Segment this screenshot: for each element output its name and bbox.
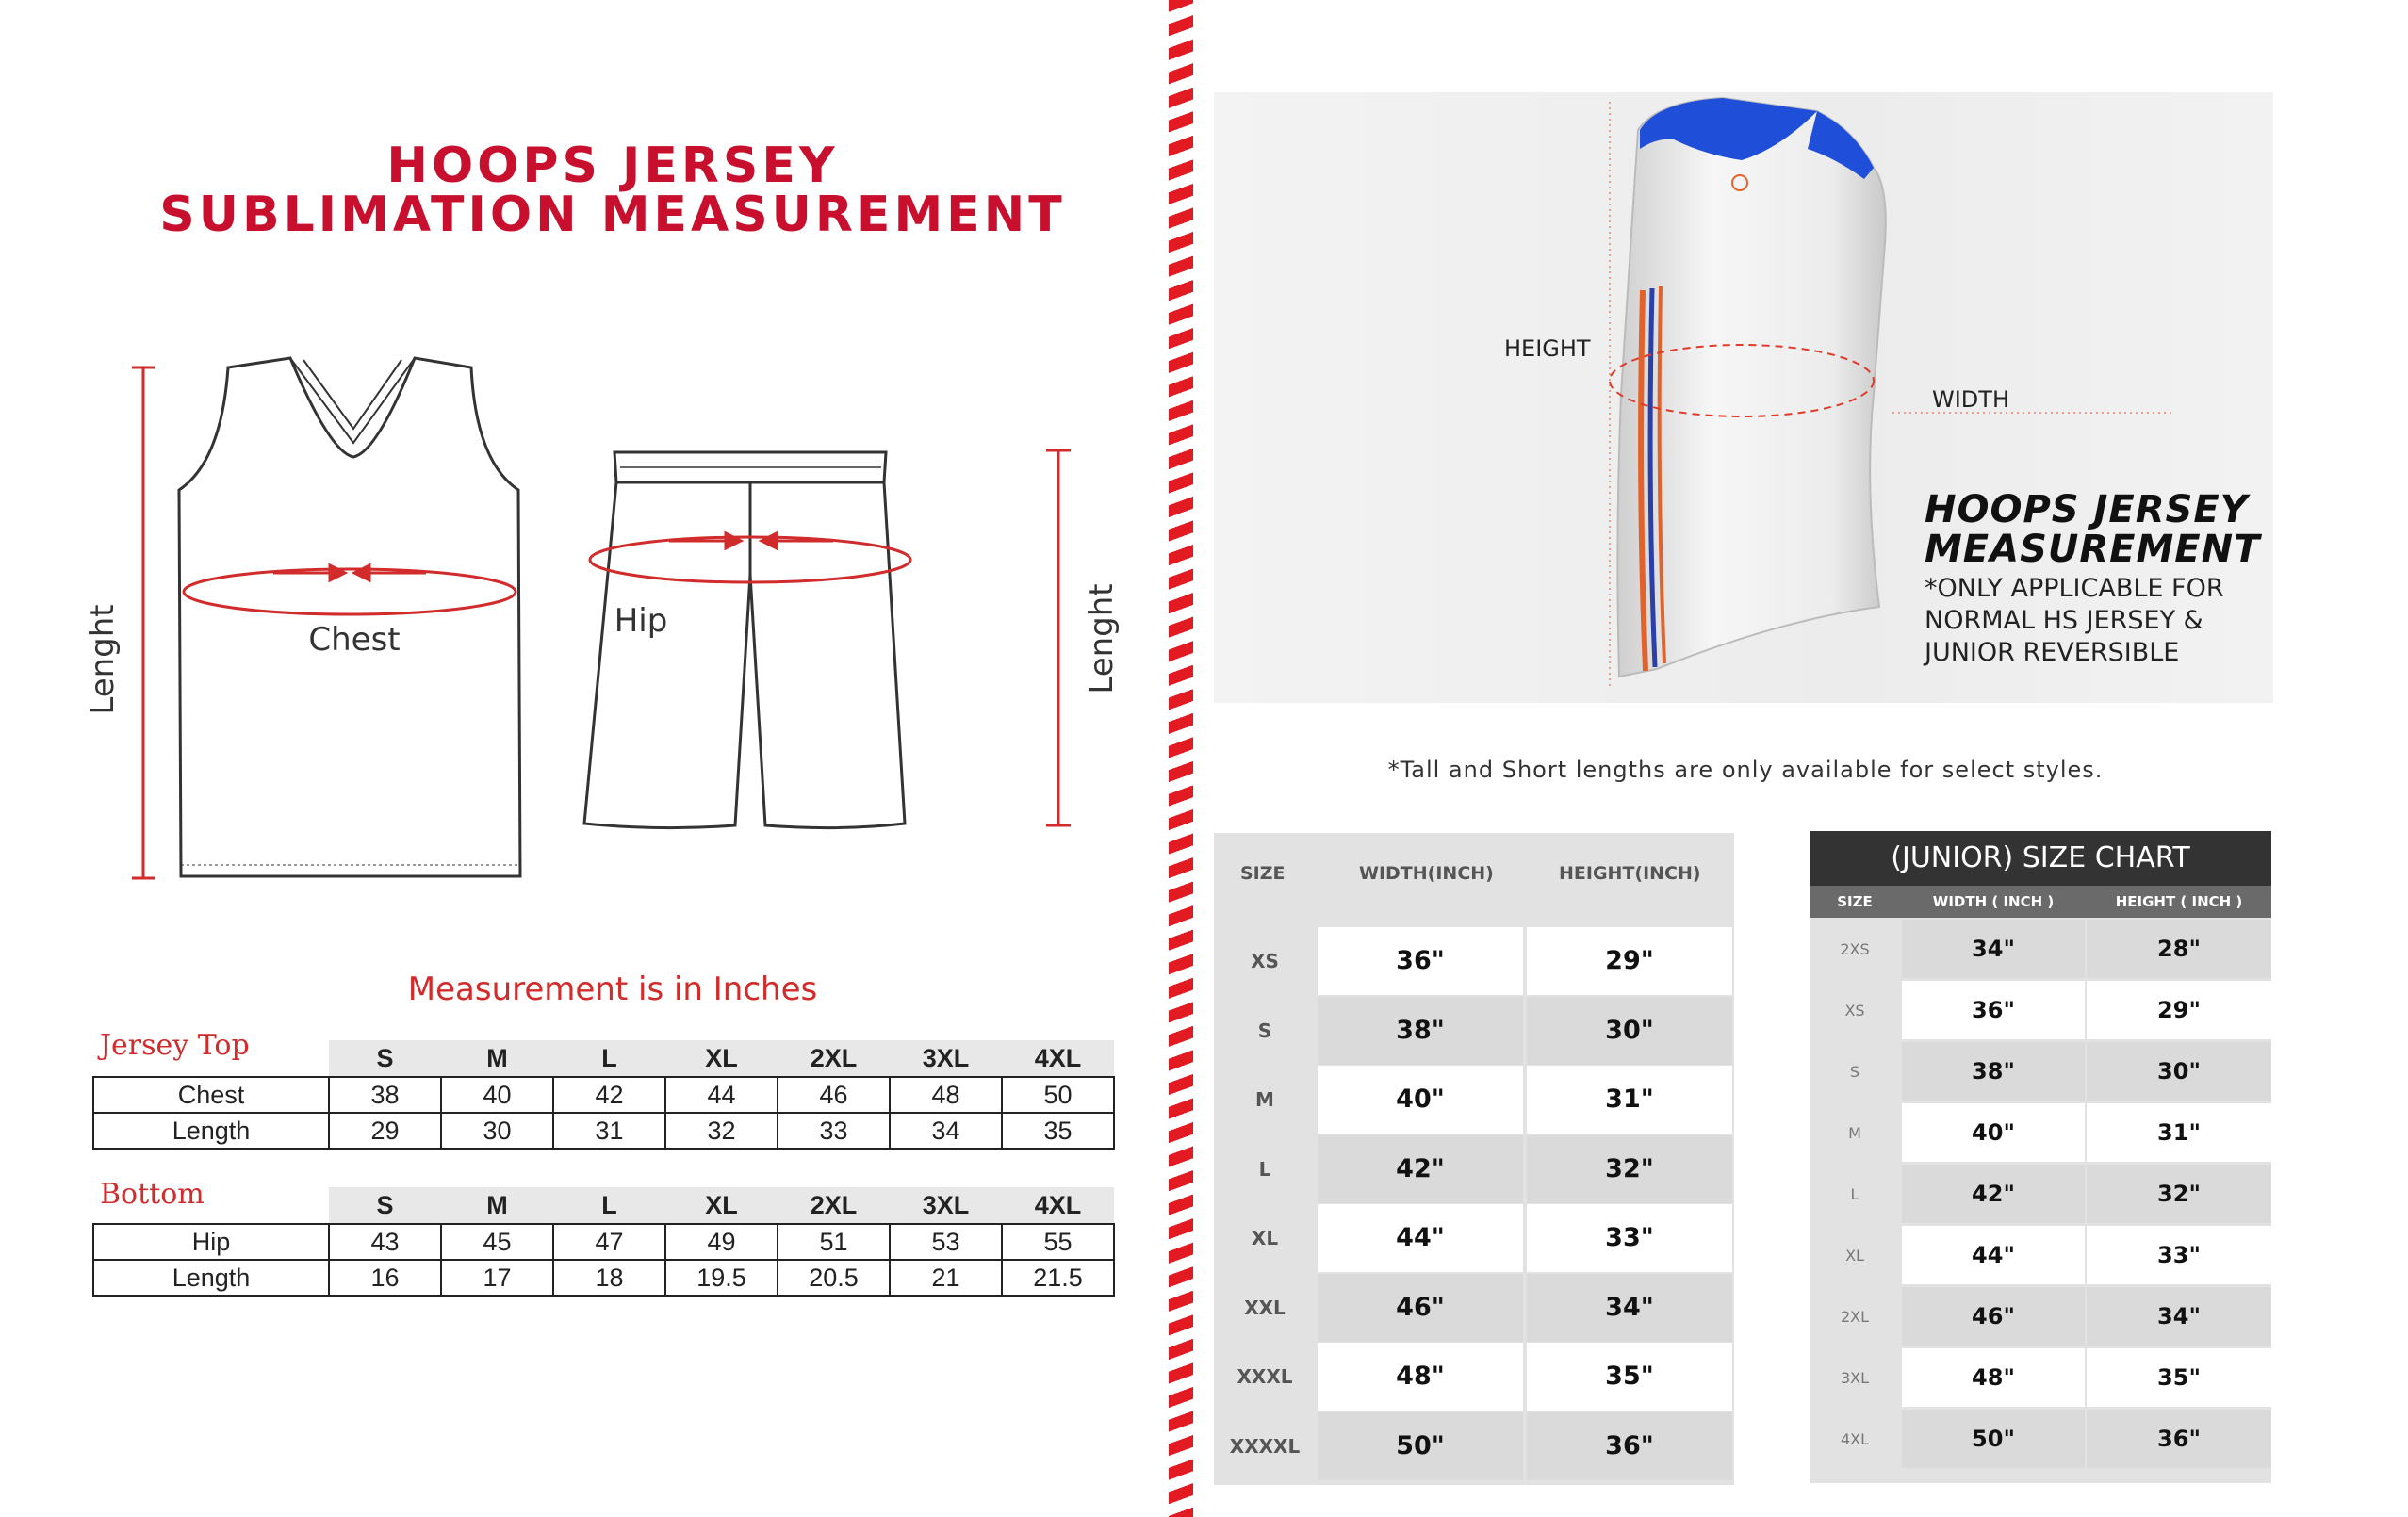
table-row — [1214, 1135, 1734, 1203]
table-cell: 16 — [329, 1260, 441, 1296]
width-label: WIDTH — [1932, 386, 2009, 413]
height-cell: 33" — [1527, 1204, 1732, 1272]
table-cell: 18 — [553, 1260, 665, 1296]
width-cell: 44" — [1902, 1226, 2085, 1284]
size-header: XL — [665, 1187, 778, 1224]
table-header-row — [93, 1187, 1114, 1224]
tall-short-note: *Tall and Short lengths are only available for select styles. — [1387, 757, 2104, 783]
jersey-top-label: Jersey Top — [100, 1029, 250, 1062]
shorts-length-label: Lenght — [1083, 583, 1121, 694]
height-cell: 29" — [2087, 981, 2271, 1039]
table-cell: 30 — [441, 1113, 553, 1149]
size-header: L — [553, 1040, 665, 1077]
width-cell: 38" — [1902, 1042, 2085, 1101]
height-cell: 31" — [2087, 1103, 2271, 1162]
table-cell: 40 — [441, 1077, 553, 1113]
table-row — [1810, 1226, 2271, 1286]
measurement-diagram — [75, 339, 1150, 905]
height-cell: 35" — [2087, 1348, 2271, 1407]
height-cell: 31" — [1527, 1066, 1732, 1134]
table-cell: 20.5 — [778, 1260, 890, 1296]
size-cell: S — [1257, 1019, 1272, 1042]
width-column-header: WIDTH ( INCH ) — [1932, 893, 2055, 910]
table-header-row — [93, 1040, 1114, 1077]
width-cell: 40" — [1902, 1103, 2085, 1162]
striped-divider — [1169, 0, 1193, 1517]
table-row — [93, 1260, 1114, 1296]
table-row — [1810, 1042, 2271, 1102]
size-cell: XL — [1845, 1247, 1864, 1264]
table-cell: 42 — [553, 1077, 665, 1113]
table-row — [1810, 920, 2271, 980]
width-cell: 46" — [1902, 1287, 2085, 1346]
table-cell: 38 — [329, 1077, 441, 1113]
hoops-title-line2: MEASUREMENT — [1925, 528, 2261, 571]
size-header: S — [329, 1187, 441, 1224]
size-cell: XXXL — [1237, 1365, 1293, 1388]
table-cell: 21.5 — [1002, 1260, 1114, 1296]
size-cell: 2XL — [1840, 1308, 1870, 1326]
page-title-line2: SUBLIMATION MEASUREMENT — [159, 187, 1066, 243]
size-cell: L — [1258, 1157, 1271, 1181]
table-cell: 29 — [329, 1113, 441, 1149]
table-cell: 19.5 — [665, 1260, 778, 1296]
adult-size-chart — [1214, 833, 1734, 1485]
hoops-measurement-title — [1925, 490, 2260, 569]
size-header: 4XL — [1002, 1187, 1114, 1224]
width-cell: 48" — [1902, 1348, 2085, 1407]
chest-arrows — [273, 565, 426, 580]
width-cell: 50" — [1318, 1412, 1523, 1480]
size-cell: XL — [1251, 1227, 1279, 1249]
table-cell: 32 — [665, 1113, 778, 1149]
table-cell: 48 — [890, 1077, 1002, 1113]
width-cell: 46" — [1318, 1274, 1523, 1342]
height-column-header: HEIGHT(INCH) — [1559, 863, 1701, 884]
height-cell: 34" — [2087, 1287, 2271, 1346]
height-cell: 36" — [2087, 1410, 2271, 1468]
table-cell: 49 — [665, 1224, 778, 1260]
table-row — [1214, 1066, 1734, 1134]
size-header: 3XL — [890, 1040, 1002, 1077]
width-cell: 40" — [1318, 1066, 1523, 1134]
table-row — [1214, 1412, 1734, 1480]
shorts-length-line — [1046, 450, 1071, 825]
height-cell: 29" — [1527, 927, 1732, 995]
size-cell: L — [1850, 1185, 1859, 1203]
size-cell: M — [1848, 1124, 1861, 1142]
table-row — [1214, 997, 1734, 1065]
table-cell: 47 — [553, 1224, 665, 1260]
height-cell: 32" — [1527, 1135, 1732, 1203]
width-cell: 42" — [1902, 1165, 2085, 1223]
table-row — [1810, 981, 2271, 1041]
width-cell: 36" — [1318, 927, 1523, 995]
height-label: HEIGHT — [1504, 335, 1591, 362]
height-cell: 33" — [2087, 1226, 2271, 1284]
note-line1: *ONLY APPLICABLE FOR — [1925, 574, 2224, 603]
size-header: 2XL — [778, 1187, 890, 1224]
table-cell: 43 — [329, 1224, 441, 1260]
row-label: Hip — [93, 1224, 329, 1260]
table-row — [1810, 1287, 2271, 1347]
size-cell: XXXXL — [1229, 1434, 1301, 1458]
width-column-header: WIDTH(INCH) — [1359, 863, 1494, 884]
width-cell: 44" — [1318, 1204, 1523, 1272]
table-row — [1214, 1343, 1734, 1411]
bottom-label: Bottom — [100, 1178, 205, 1211]
width-cell: 50" — [1902, 1410, 2085, 1468]
table-cell: 53 — [890, 1224, 1002, 1260]
height-cell: 30" — [1527, 997, 1732, 1065]
table-row — [1810, 1103, 2271, 1164]
size-column-header: SIZE — [1240, 863, 1286, 884]
size-header: 2XL — [778, 1040, 890, 1077]
hip-label: Hip — [614, 602, 668, 640]
jersey-length-label: Lenght — [84, 604, 122, 715]
table-cell: 55 — [1002, 1224, 1114, 1260]
table-cell: 51 — [778, 1224, 890, 1260]
table-row — [1810, 1410, 2271, 1470]
size-header: M — [441, 1187, 553, 1224]
row-label: Length — [93, 1113, 329, 1149]
junior-size-chart — [1810, 831, 2271, 1483]
height-cell: 30" — [2087, 1042, 2271, 1101]
table-row — [93, 1224, 1114, 1260]
height-column-header: HEIGHT ( INCH ) — [2115, 893, 2243, 910]
table-cell: 35 — [1002, 1113, 1114, 1149]
bottom-table — [92, 1187, 1115, 1297]
size-header: S — [329, 1040, 441, 1077]
size-header: L — [553, 1187, 665, 1224]
table-row — [1810, 1348, 2271, 1409]
size-cell: M — [1255, 1088, 1274, 1111]
size-header: 3XL — [890, 1187, 1002, 1224]
height-cell: 36" — [1527, 1412, 1732, 1480]
size-cell: 3XL — [1840, 1369, 1870, 1387]
width-cell: 48" — [1318, 1343, 1523, 1411]
applicability-note — [1925, 573, 2224, 669]
table-row — [1214, 927, 1734, 995]
table-cell: 31 — [553, 1113, 665, 1149]
junior-chart-title: (JUNIOR) SIZE CHART — [1810, 831, 2271, 886]
measurement-unit-note: Measurement is in Inches — [407, 971, 818, 1008]
table-cell: 33 — [778, 1113, 890, 1149]
size-cell: 2XS — [1840, 940, 1870, 958]
size-cell: S — [1849, 1063, 1860, 1081]
note-line2: NORMAL HS JERSEY & — [1925, 606, 2203, 635]
size-cell: 4XL — [1840, 1430, 1870, 1448]
table-cell: 46 — [778, 1077, 890, 1113]
table-row — [1214, 1274, 1734, 1342]
note-line3: JUNIOR REVERSIBLE — [1925, 638, 2180, 667]
table-row — [1214, 1204, 1734, 1272]
table-cell: 17 — [441, 1260, 553, 1296]
table-cell: 44 — [665, 1077, 778, 1113]
jersey-photo — [1617, 98, 1885, 677]
junior-header-row — [1810, 886, 2271, 918]
width-cell: 34" — [1902, 920, 2085, 978]
size-header: 4XL — [1002, 1040, 1114, 1077]
size-header: XL — [665, 1040, 778, 1077]
height-cell: 34" — [1527, 1274, 1732, 1342]
hoops-title-line1: HOOPS JERSEY — [1925, 488, 2249, 531]
jersey-top-table — [92, 1040, 1115, 1150]
table-cell: 50 — [1002, 1077, 1114, 1113]
height-cell: 28" — [2087, 920, 2271, 978]
table-cell: 21 — [890, 1260, 1002, 1296]
width-cell: 36" — [1902, 981, 2085, 1039]
size-header: M — [441, 1040, 553, 1077]
width-cell: 38" — [1318, 997, 1523, 1065]
table-row — [93, 1077, 1114, 1113]
size-cell: XS — [1844, 1002, 1865, 1019]
width-cell: 42" — [1318, 1135, 1523, 1203]
chest-measure-ellipse — [184, 569, 516, 614]
table-cell: 34 — [890, 1113, 1002, 1149]
height-cell: 32" — [2087, 1165, 2271, 1223]
size-cell: XXL — [1244, 1296, 1286, 1319]
jersey-length-line — [132, 367, 155, 878]
row-label: Chest — [93, 1077, 329, 1113]
jersey-outline — [179, 358, 520, 876]
table-row — [1810, 1165, 2271, 1225]
table-cell: 45 — [441, 1224, 553, 1260]
page-title-line1: HOOPS JERSEY — [386, 138, 839, 194]
chest-label: Chest — [308, 621, 401, 659]
shorts-outline — [584, 452, 905, 828]
table-row — [93, 1113, 1114, 1149]
height-cell: 35" — [1527, 1343, 1732, 1411]
size-cell: XS — [1251, 950, 1279, 972]
row-label: Length — [93, 1260, 329, 1296]
size-column-header: SIZE — [1837, 893, 1873, 910]
